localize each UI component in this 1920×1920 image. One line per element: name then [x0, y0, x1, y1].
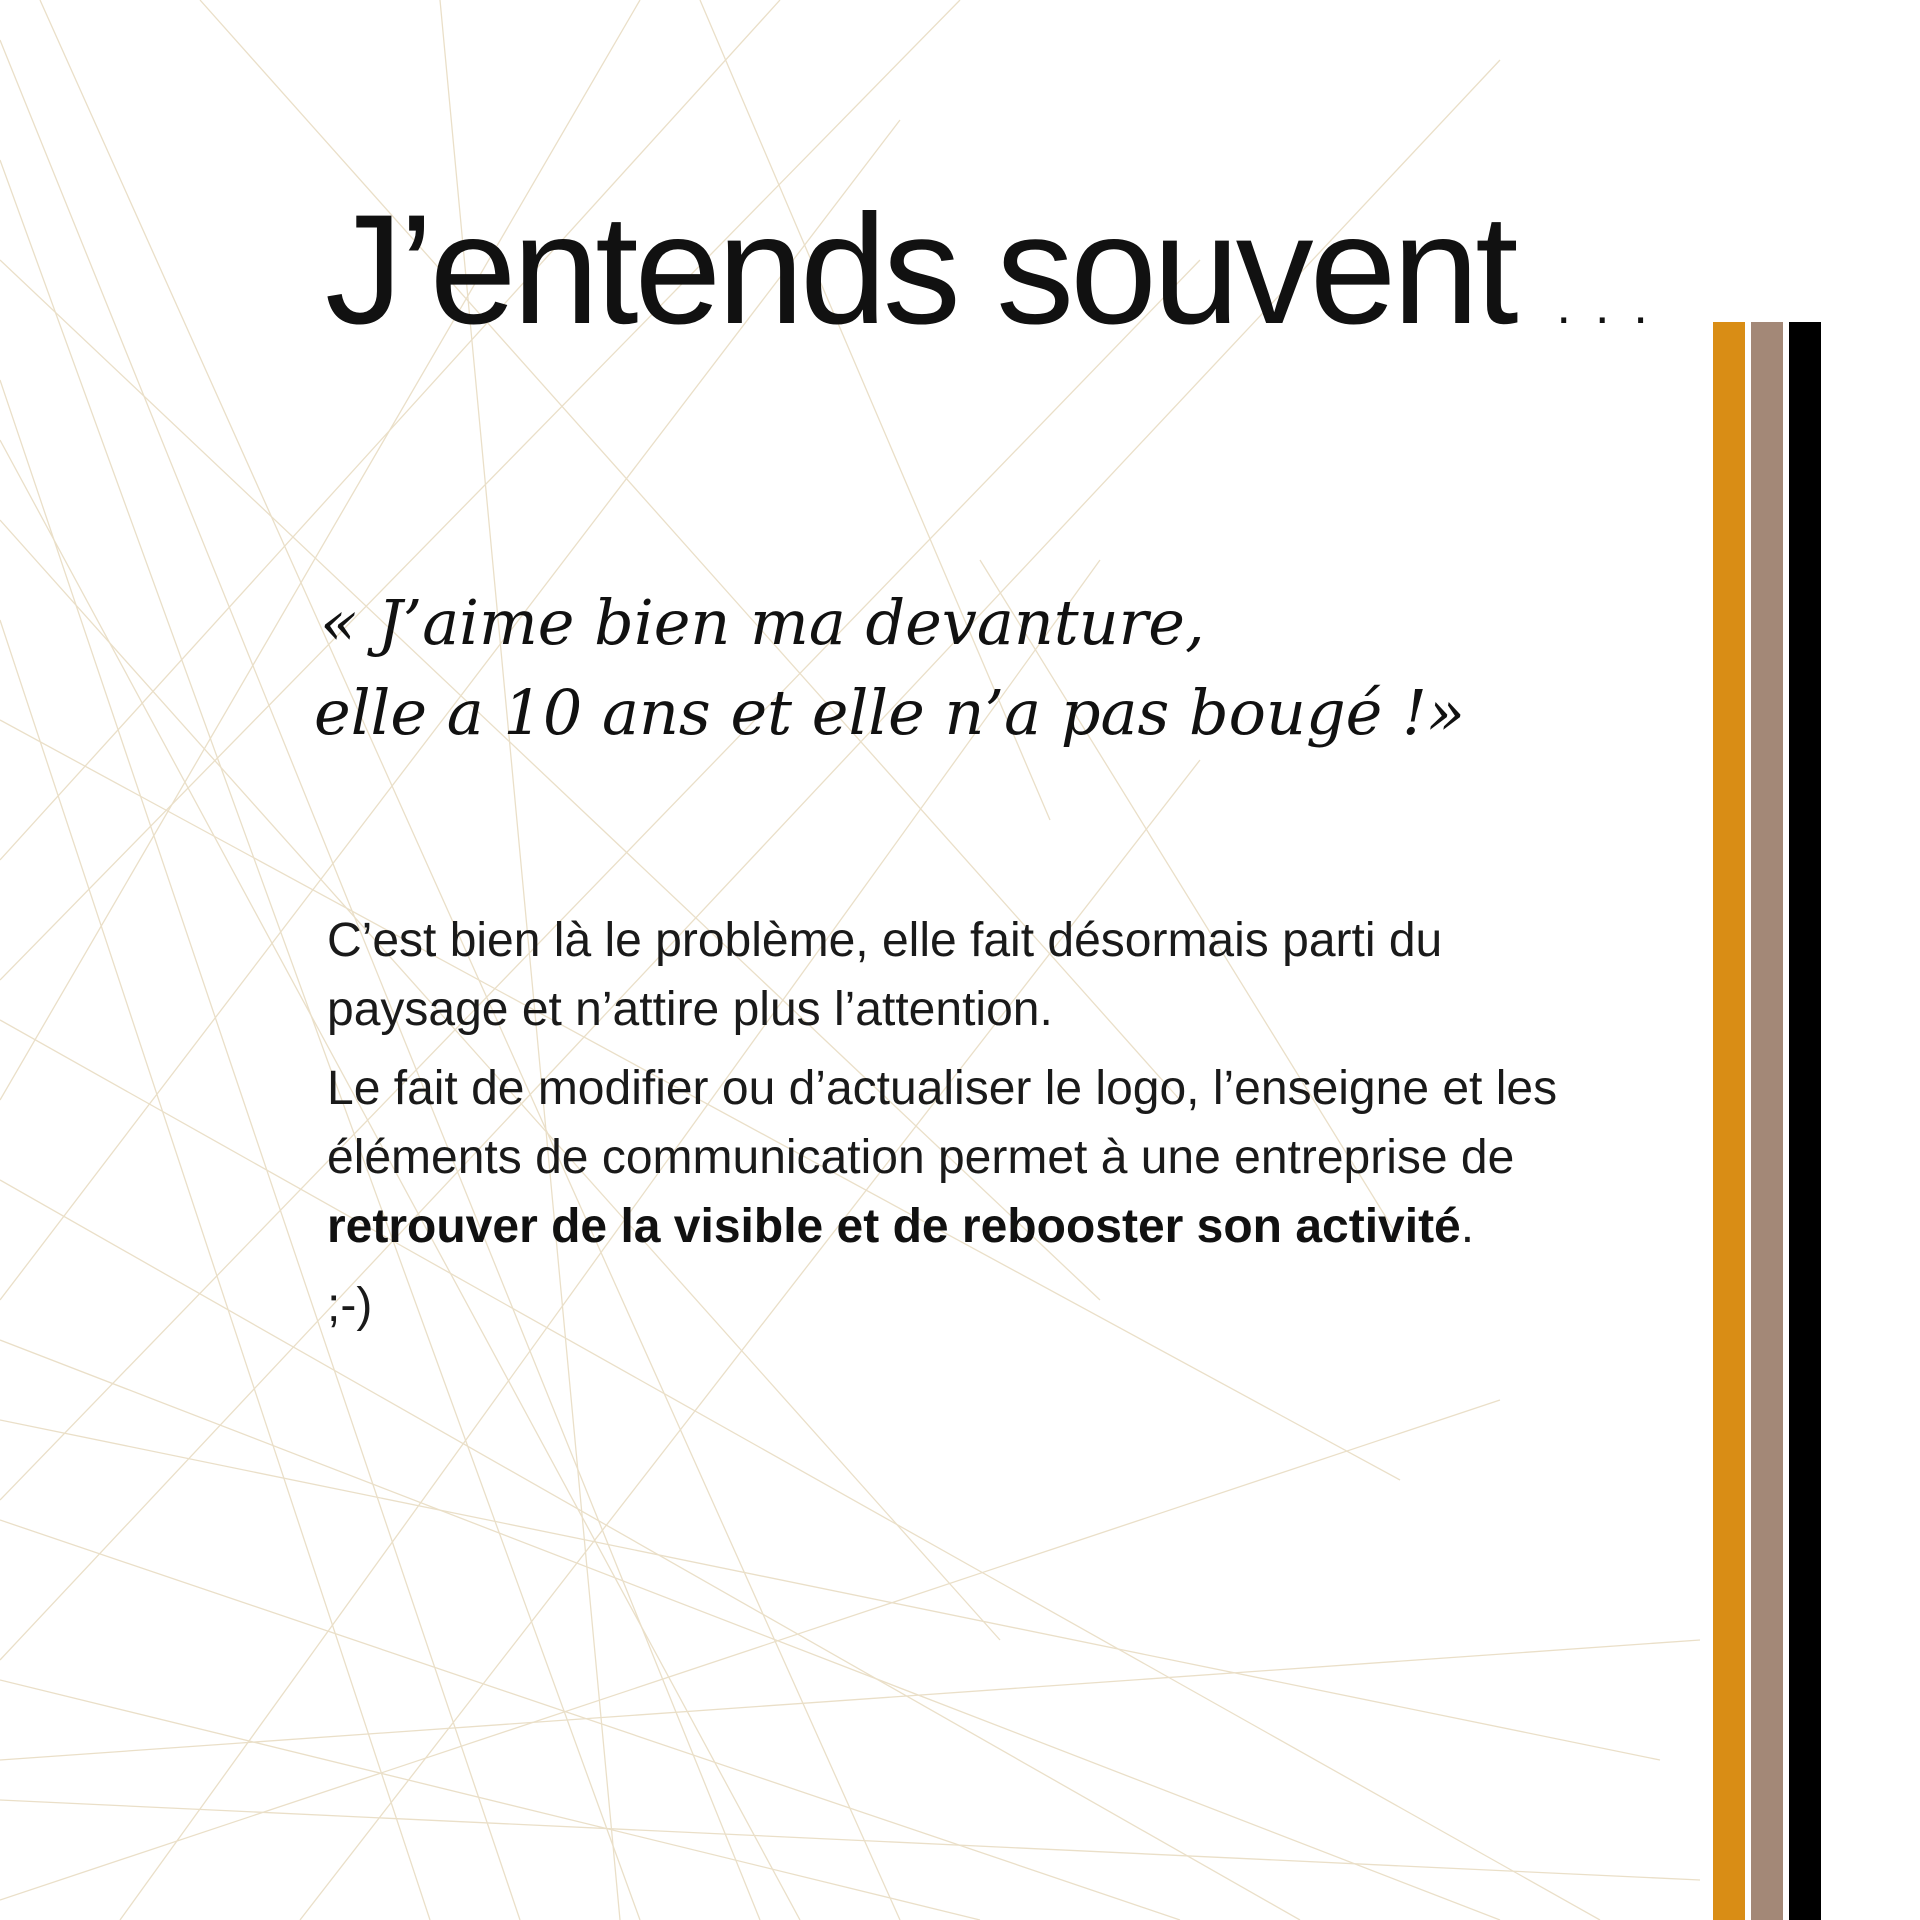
paragraph-1: C’est bien là le problème, elle fait désormais parti du paysage et n’attire plus l’attention.: [327, 914, 1443, 1036]
black-stripe: [1789, 322, 1821, 1920]
wink-emoticon: ;-): [327, 1279, 373, 1332]
paragraph-2: [327, 1054, 1617, 1261]
paragraph-2-text: Le fait de modifier ou d’actualiser le logo, l’enseigne et les éléments de communication permet à une entreprise de: [327, 1062, 1558, 1184]
taupe-stripe: [1751, 322, 1783, 1920]
page-title: [325, 183, 1672, 357]
quote-line-2: elle a 10 ans et elle n’a pas bougé !»: [314, 676, 1465, 749]
body-text: [327, 906, 1617, 1350]
quote-line-1: « J’aime bien ma devanture,: [320, 586, 1205, 659]
title-text: J’entends souvent: [325, 183, 1515, 357]
title-ellipsis: ...: [1556, 277, 1672, 335]
orange-stripe: [1713, 322, 1745, 1920]
handwritten-quote: [314, 578, 1465, 758]
paragraph-2-end: .: [1460, 1200, 1475, 1253]
paragraph-2-highlight: retrouver de la visible et de rebooster son activité: [327, 1200, 1461, 1253]
